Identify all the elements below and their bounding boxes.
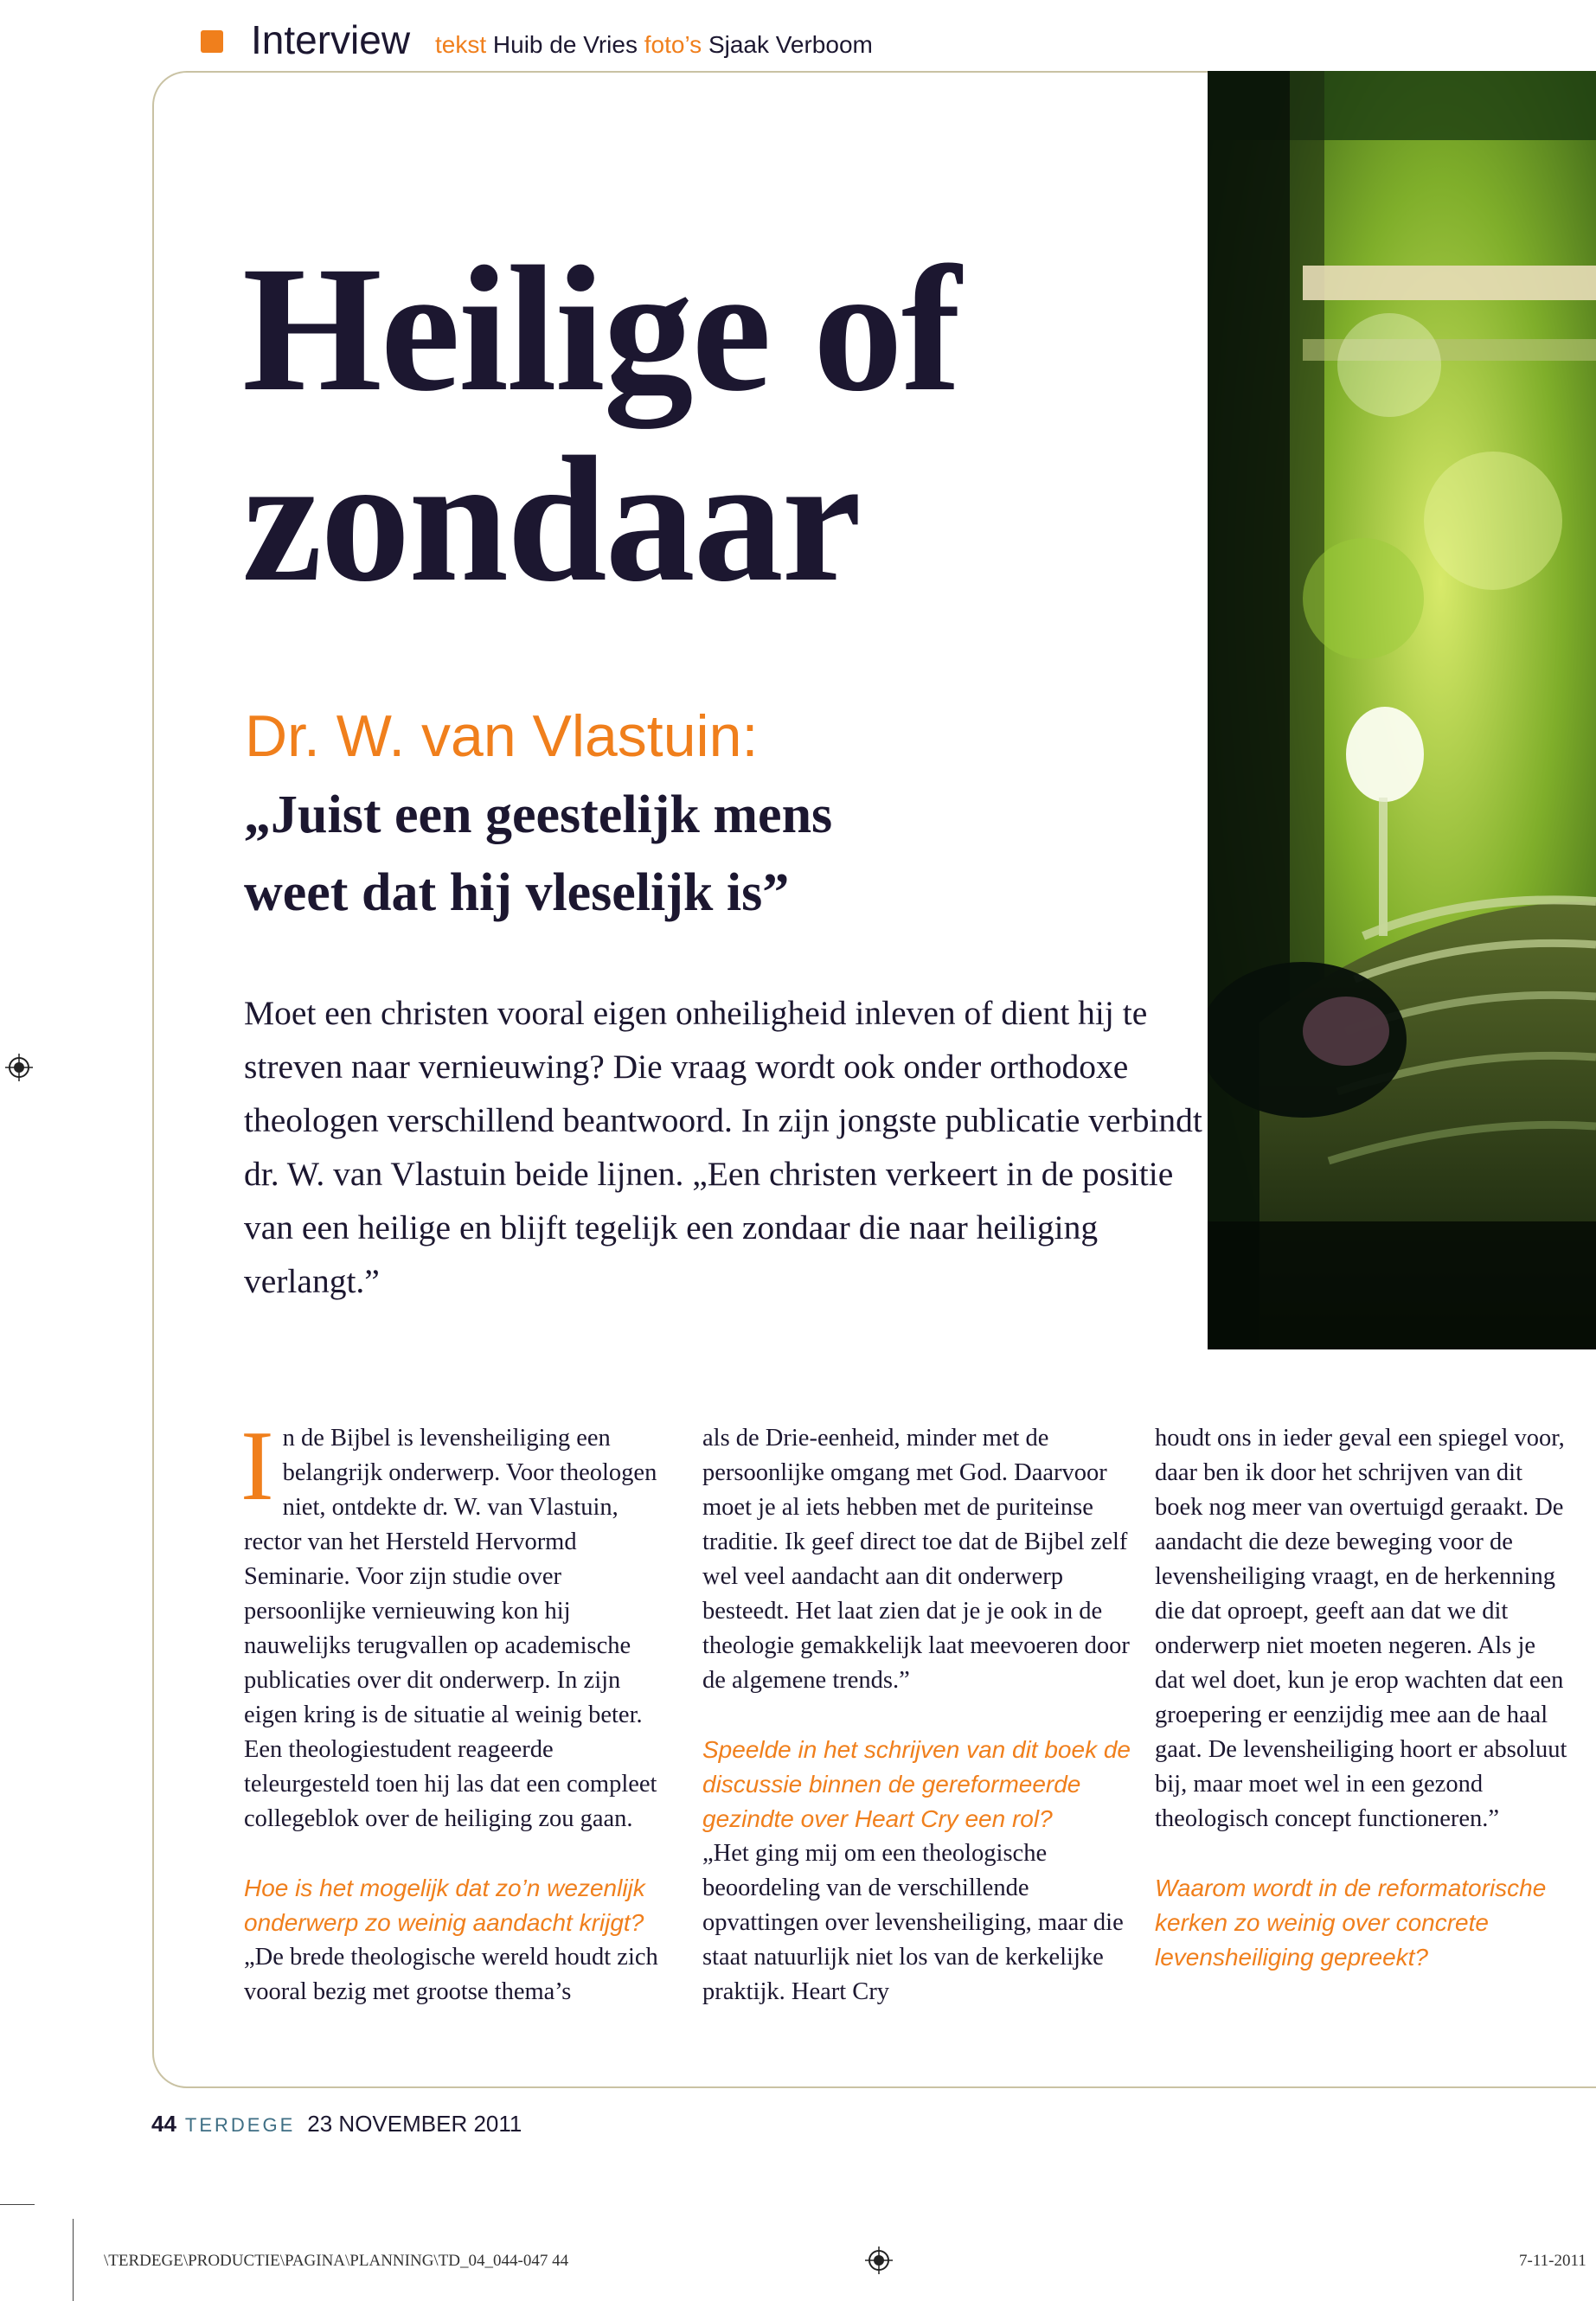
text-credit-label: tekst (435, 31, 487, 58)
subtitle-speaker: Dr. W. van Vlastuin: (245, 703, 759, 769)
paragraph-text: „De brede theologische wereld houdt zich vooral bezig met grootse thema’s (244, 1944, 658, 2005)
magazine-name: TERDEGE (184, 2114, 296, 2136)
interview-question: Speelde in het schrijven van dit boek de discussie binnen de gereformeerde gezindte over Heart Cry een rol? (702, 1736, 1131, 1832)
crop-mark (0, 2204, 35, 2205)
title-line-1: Heilige of (242, 229, 960, 428)
slug-date: 7-11-2011 (1519, 2252, 1586, 2270)
paragraph-text: houdt ons in ieder geval een spiegel voor, daar ben ik door het schrijven van dit boek nog meer van overtuigd geraakt. De aandacht die deze beweging voor de levensheiliging vraagt, en de herkenning die dat oproept, geeft aan dat we dit onderwerp niet moeten negeren. Als je dat wel doet, kun je erop wachten dat een groepering er eenzijdig mee aan de haal gaat. De levensheiliging hoort er absoluut bij, maar moet wel in een gezond theologisch concept functioneren.” (1155, 1425, 1567, 1832)
subtitle-quote-line-1: „Juist een geestelijk mens (244, 785, 833, 844)
paragraph-text: als de Drie-eenheid, minder met de persoonlijke omgang met God. Daarvoor moet je al iets hebben met de puriteinse traditie. Ik geef direct toe dat de Bijbel zelf wel veel aandacht aan dit onderwerp besteedt. Het laat zien dat je je ook in de theologie gemakkelijk laat meevoeren door de algemene trends.” (702, 1425, 1130, 1694)
body-column-3 (1155, 1421, 1570, 1975)
photo-credit-label: foto’s (644, 31, 702, 58)
subtitle-quote (244, 776, 1195, 932)
byline (435, 29, 873, 61)
registration-mark-icon (5, 1054, 33, 1081)
body-column-1 (240, 1411, 676, 2009)
paragraph-text: n de Bijbel is levensheiliging een belangrijk onderwerp. Voor theologen niet, ontdekte dr. W. van Vlastuin, rector van het Hersteld Hervormd Seminarie. Voor zijn studie over persoonlijke vernieuwing kon hij nauwelijks terugvallen op academische publicaties over dit onderwerp. In zijn eigen kring is de situatie al weinig beter. Een theologiestudent reageerde teleurgesteld toen hij las dat een compleet collegeblok over de heiliging zou gaan. (244, 1425, 657, 1832)
section-marker (201, 30, 223, 53)
page-number: 44 (151, 2111, 176, 2137)
slug-file-path: \TERDEGE\PRODUCTIE\PAGINA\PLANNING\TD_04_044-047 44 (104, 2252, 569, 2270)
title-line-2: zondaar (242, 420, 860, 619)
body-column-2 (702, 1421, 1135, 2009)
article-photo (1208, 71, 1596, 1349)
registration-mark-icon (865, 2247, 893, 2274)
crop-mark (73, 2219, 74, 2301)
garden-bench-photo (1208, 71, 1596, 1349)
opening-paragraph (240, 1411, 676, 1836)
article-title (242, 229, 1202, 619)
drop-cap: I (240, 1411, 274, 1522)
subtitle-quote-line-2: weet dat hij vleselijk is” (244, 863, 790, 922)
interview-question: Waarom wordt in de reformatorische kerken zo weinig over concrete levensheiliging gepreekt? (1155, 1875, 1547, 1971)
intro-paragraph: Moet een christen vooral eigen onheiligheid inleven of dient hij te streven naar vernieuwing? Die vraag wordt ook onder orthodoxe theologen verschillend beantwoord. In zijn jongste publicatie verbindt dr. W. van Vlastuin beide lijnen. „Een christen verkeert in de positie van een heilige en blijft tegelijk een zondaar die naar heiliging verlangt.” (244, 994, 1202, 1300)
paragraph-text: „Het ging mij om een theologische beoordeling van de verschillende opvattingen over levensheiliging, maar die staat natuurlijk niet los van de kerkelijke praktijk. Heart Cry (702, 1840, 1124, 2005)
issue-date: 23 NOVEMBER 2011 (307, 2111, 522, 2137)
page-folio (151, 2109, 522, 2140)
photographer-name: Sjaak Verboom (708, 31, 873, 58)
interview-question: Hoe is het mogelijk dat zo’n wezenlijk onderwerp zo weinig aandacht krijgt? (244, 1875, 645, 1936)
author-name: Huib de Vries (492, 31, 638, 58)
section-label: Interview (251, 17, 411, 62)
